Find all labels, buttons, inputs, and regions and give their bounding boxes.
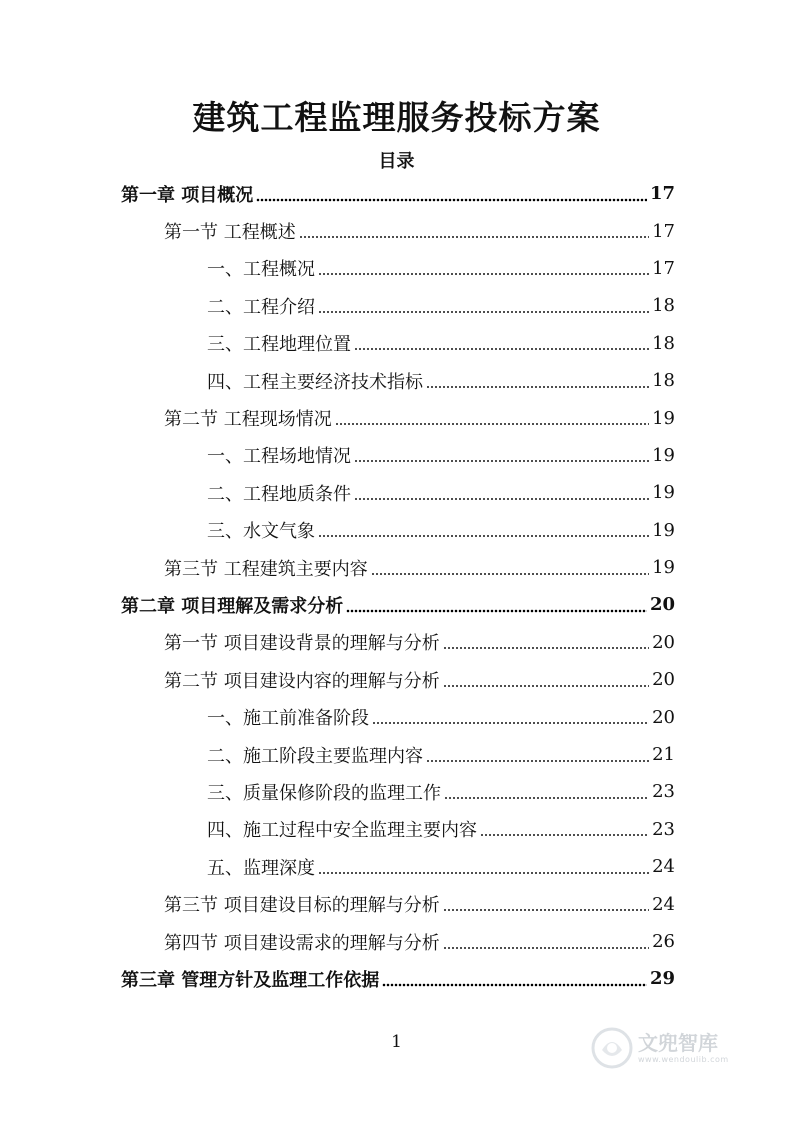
toc-leader-dots [443, 671, 649, 689]
toc-entry[interactable] [121, 661, 675, 698]
toc-leader-dots [299, 222, 649, 240]
toc-entry[interactable] [121, 848, 675, 885]
toc-entry[interactable] [121, 698, 675, 735]
toc-leader-dots [256, 185, 647, 203]
toc-leader-dots [354, 484, 649, 502]
toc-entry[interactable] [121, 212, 675, 249]
toc-entry-page: 18 [652, 295, 675, 317]
toc-entry[interactable] [121, 811, 675, 848]
toc-entry[interactable] [121, 512, 675, 549]
toc-entry-label: 一、工程场地情况 [207, 446, 351, 468]
toc-entry-label: 第一节 工程概述 [164, 222, 296, 244]
toc-entry-page: 19 [652, 557, 675, 579]
toc-leader-dots [318, 521, 649, 539]
toc-entry-label: 第一章 项目概况 [121, 184, 254, 206]
toc-entry-page: 19 [652, 444, 675, 466]
toc-leader-dots [335, 409, 649, 427]
toc-entry-page: 19 [652, 519, 675, 541]
toc-entry-label: 三、水文气象 [207, 521, 315, 543]
toc-entry[interactable] [121, 325, 675, 362]
toc-entry[interactable] [121, 362, 675, 399]
toc-entry[interactable] [121, 586, 675, 623]
toc-leader-dots [354, 334, 649, 352]
toc-entry-page: 19 [652, 407, 675, 429]
toc-entry-label: 三、质量保修阶段的监理工作 [207, 782, 441, 804]
toc-entry[interactable] [121, 624, 675, 661]
toc-entry[interactable] [121, 250, 675, 287]
watermark-name: 文兜智库 [638, 1030, 718, 1055]
toc-leader-dots [443, 633, 649, 651]
toc-entry-label: 第四节 项目建设需求的理解与分析 [164, 932, 440, 954]
toc-heading: 目录 [378, 151, 415, 172]
toc-entry-label: 一、施工前准备阶段 [207, 708, 369, 730]
toc-entry[interactable] [121, 923, 675, 960]
toc-entry[interactable] [121, 399, 675, 436]
toc-leader-dots [346, 596, 647, 614]
toc-entry-label: 二、工程地质条件 [207, 483, 351, 505]
toc-entry-page: 17 [649, 183, 675, 205]
toc-entry-page: 17 [652, 257, 675, 279]
toc-leader-dots [444, 783, 649, 801]
toc-leader-dots [382, 970, 647, 988]
toc-entry-label: 第二节 项目建设内容的理解与分析 [164, 670, 440, 692]
toc-entry[interactable] [121, 437, 675, 474]
toc-leader-dots [426, 372, 649, 390]
toc-leader-dots [443, 933, 649, 951]
toc-entry-label: 二、施工阶段主要监理内容 [207, 745, 423, 767]
toc-entry-page: 23 [652, 818, 675, 840]
toc-entry-label: 第一节 项目建设背景的理解与分析 [164, 633, 440, 655]
document-title: 建筑工程监理服务投标方案 [192, 98, 601, 137]
toc-leader-dots [318, 259, 649, 277]
toc-entry-page: 23 [652, 781, 675, 803]
toc-entry-label: 三、工程地理位置 [207, 334, 351, 356]
toc-entry-label: 第二章 项目理解及需求分析 [121, 595, 344, 617]
toc-entry-label: 第三节 项目建设目标的理解与分析 [164, 895, 440, 917]
toc-entry[interactable] [121, 549, 675, 586]
toc-leader-dots [318, 297, 649, 315]
watermark-logo-icon [590, 1026, 634, 1070]
toc-entry-page: 20 [652, 669, 675, 691]
watermark-url: www.wendoulib.com [638, 1054, 729, 1064]
toc-leader-dots [372, 708, 649, 726]
toc-entry-label: 四、施工过程中安全监理主要内容 [207, 820, 477, 842]
toc-entry-page: 20 [652, 631, 675, 653]
toc-entry-page: 20 [652, 706, 675, 728]
toc-leader-dots [371, 559, 649, 577]
toc-entry[interactable] [121, 175, 675, 212]
toc-entry-label: 第三节 工程建筑主要内容 [164, 558, 368, 580]
toc-entry-page: 18 [652, 332, 675, 354]
toc-entry-page: 24 [652, 856, 675, 878]
toc-entry-page: 24 [652, 893, 675, 915]
toc-entry-label: 五、监理深度 [207, 857, 315, 879]
table-of-contents [121, 175, 675, 998]
watermark [590, 1022, 760, 1074]
toc-entry-page: 17 [652, 220, 675, 242]
toc-entry-page: 19 [652, 482, 675, 504]
toc-leader-dots [443, 895, 649, 913]
toc-entry[interactable] [121, 960, 675, 997]
toc-leader-dots [426, 746, 649, 764]
toc-entry-page: 18 [652, 370, 675, 392]
toc-entry-page: 29 [649, 968, 675, 990]
toc-entry[interactable] [121, 287, 675, 324]
toc-leader-dots [354, 446, 649, 464]
toc-entry-label: 一、工程概况 [207, 259, 315, 281]
toc-entry-label: 第三章 管理方针及监理工作依据 [121, 969, 380, 991]
toc-entry[interactable] [121, 885, 675, 922]
page-number: 1 [391, 1032, 402, 1052]
toc-entry-label: 二、工程介绍 [207, 296, 315, 318]
toc-entry-page: 26 [652, 931, 675, 952]
toc-entry-label: 四、工程主要经济技术指标 [207, 371, 423, 393]
toc-entry[interactable] [121, 736, 675, 773]
toc-entry-page: 21 [652, 744, 675, 766]
toc-entry-page: 20 [649, 594, 675, 616]
toc-leader-dots [318, 858, 649, 876]
toc-entry-label: 第二节 工程现场情况 [164, 409, 332, 431]
toc-entry[interactable] [121, 474, 675, 511]
toc-leader-dots [480, 820, 649, 838]
toc-entry[interactable] [121, 773, 675, 810]
